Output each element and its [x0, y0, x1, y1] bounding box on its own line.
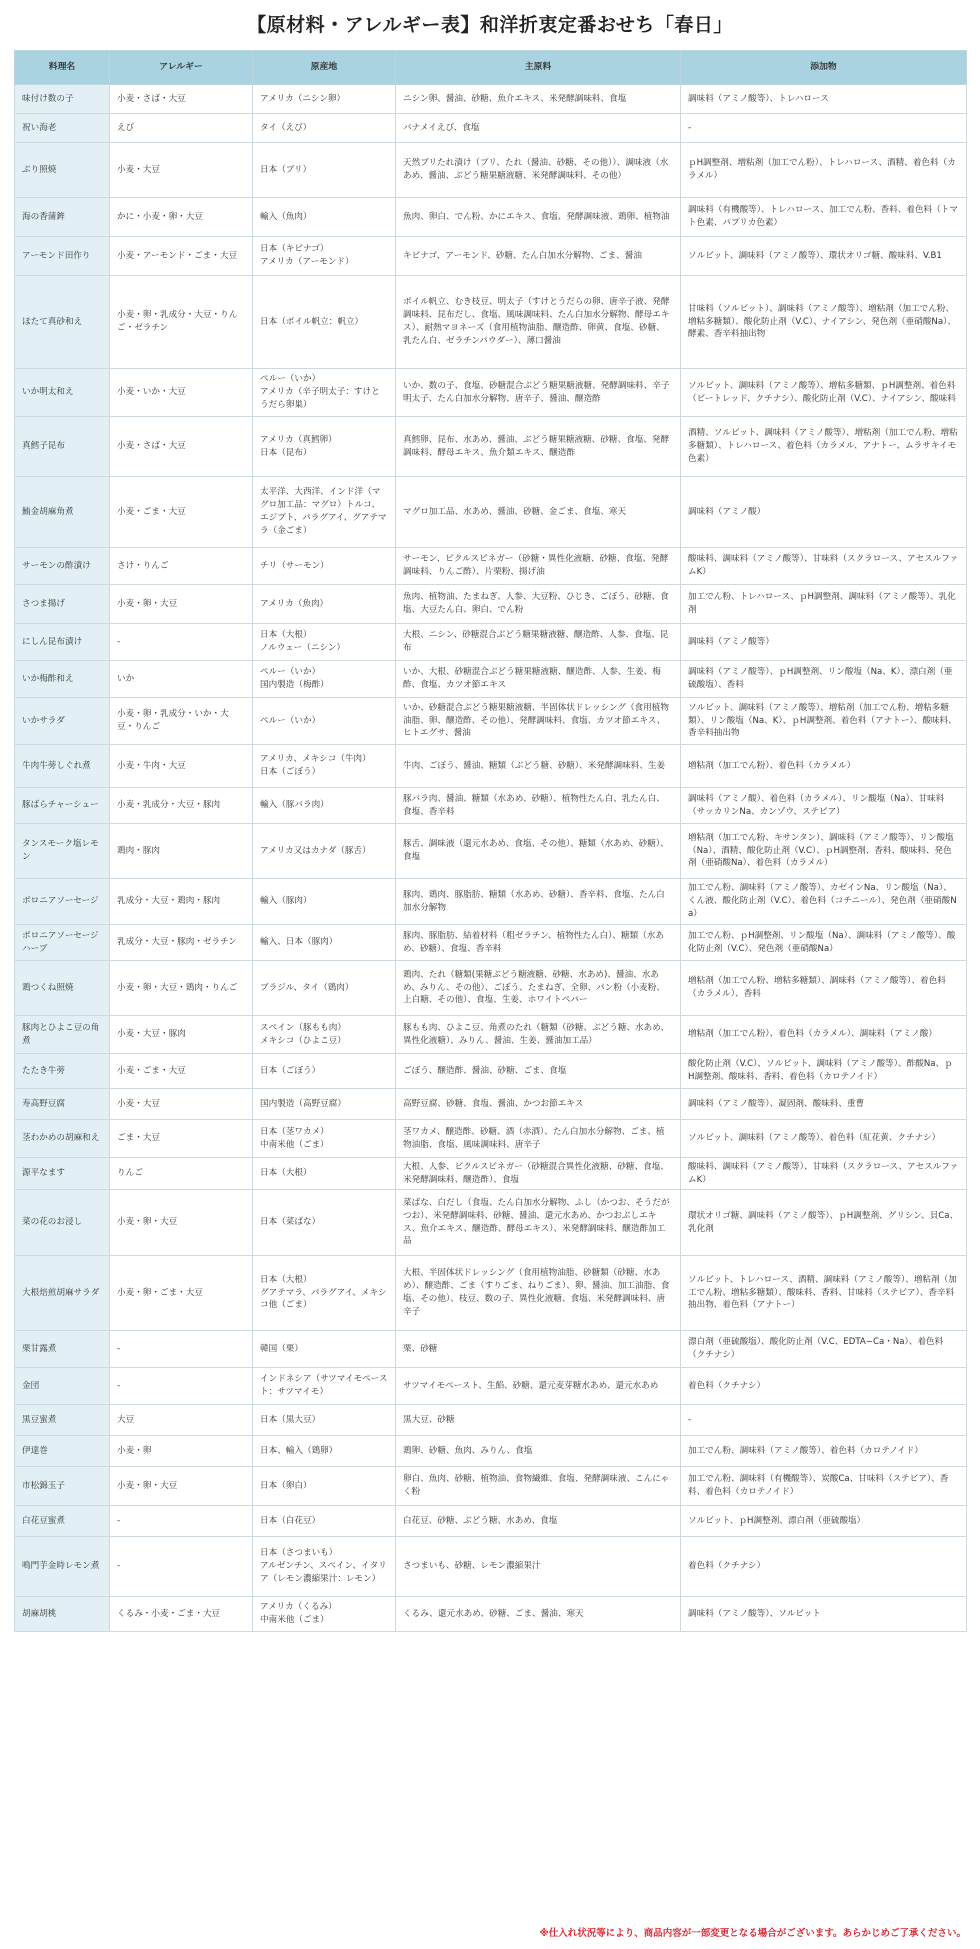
additives-cell: ソルビット、調味料（アミノ酸等）、増粘剤（加工でん粉、増粘多糖類）、リン酸塩（Na、K）、ｐH調整剤、着色料（アナトー）、酸味料、香辛料抽出物: [681, 698, 967, 745]
dish-name-cell: 栗甘露煮: [15, 1331, 110, 1368]
origin-cell: チリ（サーモン）: [253, 548, 396, 585]
additives-cell: 酸味料、調味料（アミノ酸等）、甘味料（スクラロース、アセスルファムK）: [681, 548, 967, 585]
additives-cell: 調味料（アミノ酸）、着色料（カラメル）、リン酸塩（Na）、甘味料（サッカリンNa、カンゾウ、ステビア）: [681, 788, 967, 824]
dish-name-cell: たたき牛蒡: [15, 1054, 110, 1089]
main-ingredients-cell: いか、砂糖混合ぶどう糖果糖液糖、半固体状ドレッシング（食用植物油脂、卵、醸造酢、その他）、発酵調味料、食塩、カツオ節エキス、ヒトエグサ、醤油: [396, 698, 681, 745]
table-row: [15, 879, 967, 925]
additives-cell: 調味料（アミノ酸等）、ｐH調整剤、リン酸塩（Na、K）、漂白剤（亜硫酸塩）、香料: [681, 661, 967, 698]
allergens-cell: 乳成分・大豆・鶏肉・豚肉: [110, 879, 253, 925]
table-row: [15, 788, 967, 824]
table-row: [15, 548, 967, 585]
main-ingredients-cell: 豚舌、調味液（還元水あめ、食塩、その他）、糖類（水あめ、砂糖）、食塩: [396, 824, 681, 879]
main-ingredients-cell: ニシン卵、醤油、砂糖、魚介エキス、米発酵調味料、食塩: [396, 85, 681, 114]
allergens-cell: 小麦・牛肉・大豆: [110, 745, 253, 788]
origin-cell: アメリカ又はカナダ（豚舌）: [253, 824, 396, 879]
allergens-cell: 小麦・卵: [110, 1436, 253, 1467]
table-row: [15, 1405, 967, 1436]
allergens-cell: 小麦・アーモンド・ごま・大豆: [110, 237, 253, 276]
main-ingredients-cell: 豚肉、鶏肉、豚脂肪、糖類（水あめ、砂糖）、香辛料、食塩、たん白加水分解物: [396, 879, 681, 925]
main-ingredients-cell: 鶏卵、砂糖、魚肉、みりん、食塩: [396, 1436, 681, 1467]
header-allergens: アレルギー: [110, 51, 253, 85]
additives-cell: ソルビット、ｐH調整剤、漂白剤（亜硫酸塩）: [681, 1506, 967, 1537]
allergens-cell: 小麦・ごま・大豆: [110, 1054, 253, 1089]
main-ingredients-cell: 魚肉、卵白、でん粉、かにエキス、食塩、発酵調味液、鶏卵、植物油: [396, 198, 681, 237]
additives-cell: 加工でん粉、ｐH調整剤、リン酸塩（Na）、調味料（アミノ酸等）、酸化防止剤（V.C）、発色剤（亜硝酸Na）: [681, 925, 967, 961]
dish-name-cell: いか梅酢和え: [15, 661, 110, 698]
dish-name-cell: ほたて真砂和え: [15, 276, 110, 369]
allergens-cell: 乳成分・大豆・豚肉・ゼラチン: [110, 925, 253, 961]
table-row: [15, 698, 967, 745]
additives-cell: 調味料（アミノ酸等）、ソルビット: [681, 1597, 967, 1632]
allergens-cell: 鶏肉・豚肉: [110, 824, 253, 879]
main-ingredients-cell: ボイル帆立、むき枝豆、明太子（すけとうだらの卵、唐辛子液、発酵調味料、昆布だし、食塩、風味調味料、たん白加水分解物、酵母エキス）、耐熱マヨネーズ（食用植物油脂、醸造酢、卵黄、食塩、砂糖、乳たん白、ゼラチンパウダー）、薄口醤油: [396, 276, 681, 369]
dish-name-cell: 菜の花のお浸し: [15, 1190, 110, 1256]
allergens-cell: 小麦・いか・大豆: [110, 369, 253, 417]
main-ingredients-cell: 豚もも肉、ひよこ豆、角煮のたれ（糖類（砂糖、ぶどう糖、水あめ、異性化液糖）、みりん、醤油、生姜、醤油加工品）: [396, 1016, 681, 1054]
allergens-cell: えび: [110, 114, 253, 143]
table-row: [15, 824, 967, 879]
origin-cell: 日本（黒大豆）: [253, 1405, 396, 1436]
additives-cell: 加工でん粉、トレハロース、ｐH調整剤、調味料（アミノ酸等）、乳化剤: [681, 585, 967, 624]
dish-name-cell: ボロニアソーセージ: [15, 879, 110, 925]
origin-cell: 日本（ボイル帆立：帆立）: [253, 276, 396, 369]
allergens-cell: 小麦・乳成分・大豆・豚肉: [110, 788, 253, 824]
additives-cell: 着色料（クチナシ）: [681, 1537, 967, 1597]
origin-cell: 太平洋、大西洋、インド洋（マグロ加工品：マグロ）トルコ、エジプト、パラグアイ、グアテマラ（金ごま）: [253, 477, 396, 548]
allergens-cell: -: [110, 1537, 253, 1597]
origin-cell: ペルー（いか） アメリカ（辛子明太子：すけとうだら卵巣）: [253, 369, 396, 417]
origin-cell: アメリカ（魚肉）: [253, 585, 396, 624]
allergens-cell: 小麦・卵・大豆: [110, 1467, 253, 1506]
allergens-cell: いか: [110, 661, 253, 698]
dish-name-cell: 鳴門芋金時レモン煮: [15, 1537, 110, 1597]
main-ingredients-cell: バナメイえび、食塩: [396, 114, 681, 143]
origin-cell: 輸入（魚肉）: [253, 198, 396, 237]
additives-cell: 漂白剤（亜硫酸塩）、酸化防止剤（V.C、EDTA−Ca・Na）、着色料（クチナシ）: [681, 1331, 967, 1368]
main-ingredients-cell: 茎ワカメ、醸造酢、砂糖、酒（赤酒）、たん白加水分解物、ごま、植物油脂、食塩、風味調味料、唐辛子: [396, 1120, 681, 1158]
additives-cell: 加工でん粉、調味料（アミノ酸等）、カゼインNa、リン酸塩（Na）、くん液、酸化防止剤（V.C）、着色料（コチニール）、発色剤（亜硝酸Na）: [681, 879, 967, 925]
dish-name-cell: 鮪金胡麻角煮: [15, 477, 110, 548]
allergens-cell: 小麦・卵・乳成分・いか・大豆・りんご: [110, 698, 253, 745]
allergens-cell: 小麦・ごま・大豆: [110, 477, 253, 548]
allergens-cell: 小麦・大豆: [110, 143, 253, 198]
dish-name-cell: 寿高野豆腐: [15, 1089, 110, 1120]
ingredients-allergy-table: [14, 50, 967, 1632]
table-row: [15, 661, 967, 698]
allergens-cell: 小麦・さば・大豆: [110, 417, 253, 477]
additives-cell: 調味料（アミノ酸等）、トレハロース: [681, 85, 967, 114]
dish-name-cell: 黒豆蜜煮: [15, 1405, 110, 1436]
allergens-cell: -: [110, 624, 253, 661]
header-origin: 原産地: [253, 51, 396, 85]
origin-cell: インドネシア（サツマイモペースト：サツマイモ）: [253, 1368, 396, 1405]
additives-cell: 調味料（アミノ酸等）: [681, 624, 967, 661]
main-ingredients-cell: いか、数の子、食塩、砂糖混合ぶどう糖果糖液糖、発酵調味料、辛子明太子、たん白加水分解物、唐辛子、醤油、醸造酢: [396, 369, 681, 417]
dish-name-cell: にしん昆布漬け: [15, 624, 110, 661]
table-row: [15, 1120, 967, 1158]
additives-cell: 加工でん粉、調味料（アミノ酸等）、着色料（カロテノイド）: [681, 1436, 967, 1467]
main-ingredients-cell: 真鱈卵、昆布、水あめ、醤油、ぶどう糖果糖液糖、砂糖、食塩、発酵調味料、酵母エキス、魚介類エキス、醸造酢: [396, 417, 681, 477]
table-row: [15, 143, 967, 198]
table-body: [15, 85, 967, 1632]
dish-name-cell: いか明太和え: [15, 369, 110, 417]
table-row: [15, 276, 967, 369]
main-ingredients-cell: いか、大根、砂糖混合ぶどう糖果糖液糖、醸造酢、人参、生姜、梅酢、食塩、カツオ節エキス: [396, 661, 681, 698]
origin-cell: 日本（キビナゴ） アメリカ（アーモンド）: [253, 237, 396, 276]
dish-name-cell: 牛肉牛蒡しぐれ煮: [15, 745, 110, 788]
dish-name-cell: 海の香蒲鉾: [15, 198, 110, 237]
allergens-cell: 小麦・卵・大豆: [110, 1190, 253, 1256]
table-row: [15, 1467, 967, 1506]
allergens-cell: 小麦・大豆: [110, 1089, 253, 1120]
allergens-cell: -: [110, 1368, 253, 1405]
origin-cell: スペイン（豚もも肉） メキシコ（ひよこ豆）: [253, 1016, 396, 1054]
main-ingredients-cell: マグロ加工品、水あめ、醤油、砂糖、金ごま、食塩、寒天: [396, 477, 681, 548]
main-ingredients-cell: 大根、ニシン、砂糖混合ぶどう糖果糖液糖、醸造酢、人参、食塩、昆布: [396, 624, 681, 661]
main-ingredients-cell: キビナゴ、アーモンド、砂糖、たん白加水分解物、ごま、醤油: [396, 237, 681, 276]
allergens-cell: ごま・大豆: [110, 1120, 253, 1158]
main-ingredients-cell: 大根、人参、ピクルスビネガー（砂糖混合異性化液糖、砂糖、食塩、米発酵調味料、醸造酢）、食塩: [396, 1158, 681, 1190]
table-row: [15, 114, 967, 143]
table-row: [15, 961, 967, 1016]
origin-cell: 輸入（豚肉）: [253, 879, 396, 925]
main-ingredients-cell: 白花豆、砂糖、ぶどう糖、水あめ、食塩: [396, 1506, 681, 1537]
table-row: [15, 477, 967, 548]
additives-cell: 増粘剤（加工でん粉）、着色料（カラメル）、調味料（アミノ酸）: [681, 1016, 967, 1054]
additives-cell: ソルビット、トレハロース、酒精、調味料（アミノ酸等）、増粘剤（加工でん粉、増粘多糖類）、酸味料、香料、甘味料（ステビア）、香辛料抽出物、着色料（アナトー）: [681, 1256, 967, 1331]
table-row: [15, 1368, 967, 1405]
allergens-cell: 小麦・卵・大豆・鶏肉・りんご: [110, 961, 253, 1016]
main-ingredients-cell: 大根、半固体状ドレッシング（食用植物油脂、砂糖類（砂糖、水あめ）、醸造酢、ごま（すりごま、ねりごま）、卵、醤油、加工油脂、食塩、その他）、枝豆、数の子、異性化液糖、食塩、米発酵調味料、唐辛子: [396, 1256, 681, 1331]
table-row: [15, 1256, 967, 1331]
additives-cell: -: [681, 114, 967, 143]
additives-cell: 着色料（クチナシ）: [681, 1368, 967, 1405]
additives-cell: 甘味料（ソルビット）、調味料（アミノ酸等）、増粘剤（加工でん粉、増粘多糖類）、酸化防止剤（V.C）、ナイアシン、発色剤（亜硝酸Na）、酵素、香辛料抽出物: [681, 276, 967, 369]
additives-cell: 酒精、ソルビット、調味料（アミノ酸等）、増粘剤（加工でん粉、増粘多糖類）、トレハロース、着色料（カラメル、アナトー、ムラサキイモ色素）: [681, 417, 967, 477]
origin-cell: タイ（えび）: [253, 114, 396, 143]
origin-cell: 日本（卵白）: [253, 1467, 396, 1506]
main-ingredients-cell: サーモン、ピクルスビネガー（砂糖・異性化液糖、砂糖、食塩、発酵調味料、りんご酢）、片栗粉、揚げ油: [396, 548, 681, 585]
allergens-cell: 小麦・大豆・豚肉: [110, 1016, 253, 1054]
main-ingredients-cell: 栗、砂糖: [396, 1331, 681, 1368]
additives-cell: 増粘剤（加工でん粉、増粘多糖類）、調味料（アミノ酸等）、着色料（カラメル）、香料: [681, 961, 967, 1016]
origin-cell: 日本（白花豆）: [253, 1506, 396, 1537]
dish-name-cell: 白花豆蜜煮: [15, 1506, 110, 1537]
origin-cell: 日本（大根）: [253, 1158, 396, 1190]
additives-cell: 増粘剤（加工でん粉）、着色料（カラメル）: [681, 745, 967, 788]
table-row: [15, 1331, 967, 1368]
additives-cell: 酸化防止剤（V.C）、ソルビット、調味料（アミノ酸等）、酢酸Na、ｐH調整剤、酸味料、香料、着色料（カロテノイド）: [681, 1054, 967, 1089]
dish-name-cell: タンスモーク塩レモン: [15, 824, 110, 879]
allergens-cell: 大豆: [110, 1405, 253, 1436]
table-header-row: [15, 51, 967, 85]
allergens-cell: 小麦・卵・ごま・大豆: [110, 1256, 253, 1331]
table-row: [15, 624, 967, 661]
dish-name-cell: 真鱈子昆布: [15, 417, 110, 477]
origin-cell: ブラジル、タイ（鶏肉）: [253, 961, 396, 1016]
dish-name-cell: 伊達巻: [15, 1436, 110, 1467]
main-ingredients-cell: 豚肉、豚脂肪、結着材料（粗ゼラチン、植物性たん白）、糖類（水あめ、砂糖）、食塩、香辛料: [396, 925, 681, 961]
origin-cell: 日本（ごぼう）: [253, 1054, 396, 1089]
allergens-cell: -: [110, 1506, 253, 1537]
dish-name-cell: 大根焙煎胡麻サラダ: [15, 1256, 110, 1331]
allergens-cell: さけ・りんご: [110, 548, 253, 585]
origin-cell: 輸入（豚バラ肉）: [253, 788, 396, 824]
table-row: [15, 925, 967, 961]
main-ingredients-cell: 菜ばな、白だし（食塩、たん白加水分解物、ふし（かつお、そうだがつお）、米発酵調味料、砂糖、醤油、還元水あめ、かつおぶしエキス、魚介エキス、醸造酢、酵母エキス）、米発酵調味料、醸造酢加工品: [396, 1190, 681, 1256]
dish-name-cell: 鶏つくね照焼: [15, 961, 110, 1016]
dish-name-cell: アーモンド田作り: [15, 237, 110, 276]
allergens-cell: かに・小麦・卵・大豆: [110, 198, 253, 237]
table-row: [15, 198, 967, 237]
main-ingredients-cell: 魚肉、植物油、たまねぎ、人参、大豆粉、ひじき、ごぼう、砂糖、食塩、大豆たん白、卵白、でん粉: [396, 585, 681, 624]
allergens-cell: 小麦・卵・乳成分・大豆・りんご・ゼラチン: [110, 276, 253, 369]
additives-cell: 調味料（アミノ酸等）、凝固剤、酸味料、重曹: [681, 1089, 967, 1120]
additives-cell: 調味料（アミノ酸）: [681, 477, 967, 548]
allergens-cell: -: [110, 1331, 253, 1368]
dish-name-cell: ぶり照焼: [15, 143, 110, 198]
allergens-cell: 小麦・卵・大豆: [110, 585, 253, 624]
origin-cell: 日本（ブリ）: [253, 143, 396, 198]
allergens-cell: 小麦・さば・大豆: [110, 85, 253, 114]
additives-cell: 調味料（有機酸等）、トレハロース、加工でん粉、香料、着色料（トマト色素、パプリカ色素）: [681, 198, 967, 237]
dish-name-cell: ボロニアソーセージハーブ: [15, 925, 110, 961]
dish-name-cell: 金団: [15, 1368, 110, 1405]
dish-name-cell: 胡麻胡桃: [15, 1597, 110, 1632]
dish-name-cell: さつま揚げ: [15, 585, 110, 624]
footnote: ※仕入れ状況等により、商品内容が一部変更となる場合がございます。あらかじめご了承ください。: [539, 1928, 966, 1939]
origin-cell: ペルー（いか）: [253, 698, 396, 745]
origin-cell: アメリカ（ニシン卵）: [253, 85, 396, 114]
main-ingredients-cell: 黒大豆、砂糖: [396, 1405, 681, 1436]
dish-name-cell: 茎わかめの胡麻和え: [15, 1120, 110, 1158]
dish-name-cell: 豚ばらチャーシュー: [15, 788, 110, 824]
origin-cell: 日本（さつまいも） アルゼンチン、スペイン、イタリア（レモン濃縮果汁：レモン）: [253, 1537, 396, 1597]
additives-cell: 加工でん粉、調味料（有機酸等）、炭酸Ca、甘味料（ステビア）、香料、着色料（カロテノイド）: [681, 1467, 967, 1506]
table-row: [15, 1597, 967, 1632]
table-row: [15, 585, 967, 624]
origin-cell: アメリカ、メキシコ（牛肉） 日本（ごぼう）: [253, 745, 396, 788]
table-row: [15, 1158, 967, 1190]
origin-cell: ペルー（いか） 国内製造（梅酢）: [253, 661, 396, 698]
origin-cell: 日本、輸入（鶏卵）: [253, 1436, 396, 1467]
header-main-ingredients: 主原料: [396, 51, 681, 85]
main-ingredients-cell: 牛肉、ごぼう、醤油、糖類（ぶどう糖、砂糖）、米発酵調味料、生姜: [396, 745, 681, 788]
dish-name-cell: サーモンの酢漬け: [15, 548, 110, 585]
header-additives: 添加物: [681, 51, 967, 85]
page-title: 【原材料・アレルギー表】和洋折衷定番おせち「春日」: [247, 14, 733, 36]
main-ingredients-cell: ごぼう、醸造酢、醤油、砂糖、ごま、食塩: [396, 1054, 681, 1089]
origin-cell: 輸入、日本（豚肉）: [253, 925, 396, 961]
additives-cell: ソルビット、調味料（アミノ酸等）、増粘多糖類、ｐH調整剤、着色料（ビートレッド、クチナシ）、酸化防止剤（V.C）、ナイアシン、酸味料: [681, 369, 967, 417]
table-row: [15, 369, 967, 417]
allergens-cell: りんご: [110, 1158, 253, 1190]
main-ingredients-cell: 高野豆腐、砂糖、食塩、醤油、かつお節エキス: [396, 1089, 681, 1120]
table-row: [15, 1054, 967, 1089]
table-row: [15, 1190, 967, 1256]
table-row: [15, 417, 967, 477]
table-row: [15, 1016, 967, 1054]
additives-cell: 酸味料、調味料（アミノ酸等）、甘味料（スクラロース、アセスルファムK）: [681, 1158, 967, 1190]
additives-cell: ソルビット、調味料（アミノ酸等）、着色料（紅花黄、クチナシ）: [681, 1120, 967, 1158]
dish-name-cell: 味付け数の子: [15, 85, 110, 114]
header-dish-name: 料理名: [15, 51, 110, 85]
additives-cell: -: [681, 1405, 967, 1436]
additives-cell: 環状オリゴ糖、調味料（アミノ酸等）、ｐH調整剤、グリシン、貝Ca、乳化剤: [681, 1190, 967, 1256]
origin-cell: 国内製造（高野豆腐）: [253, 1089, 396, 1120]
origin-cell: 日本（茎ワカメ） 中南米他（ごま）: [253, 1120, 396, 1158]
table-row: [15, 1506, 967, 1537]
origin-cell: 日本（大根） グアテマラ、パラグアイ、メキシコ他（ごま）: [253, 1256, 396, 1331]
main-ingredients-cell: 天然ブリたれ漬け（ブリ、たれ（醤油、砂糖、その他））、調味液（水あめ、醤油、ぶどう糖果糖液糖、米発酵調味料、その他）: [396, 143, 681, 198]
dish-name-cell: いかサラダ: [15, 698, 110, 745]
origin-cell: アメリカ（くるみ） 中南米他（ごま）: [253, 1597, 396, 1632]
table-row: [15, 1436, 967, 1467]
table-row: [15, 1089, 967, 1120]
additives-cell: ソルビット、調味料（アミノ酸等）、環状オリゴ糖、酸味料、V.B1: [681, 237, 967, 276]
dish-name-cell: 市松錦玉子: [15, 1467, 110, 1506]
additives-cell: ｐH調整剤、増粘剤（加工でん粉）、トレハロース、酒精、着色料（カラメル）: [681, 143, 967, 198]
dish-name-cell: 源平なます: [15, 1158, 110, 1190]
main-ingredients-cell: 鶏肉、たれ（糖類(果糖ぶどう糖液糖、砂糖、水あめ)、醤油、水あめ、みりん、その他）、ごぼう、たまねぎ、全卵、パン粉（小麦粉、上白糖、その他）、食塩、生姜、ホワイトペパー: [396, 961, 681, 1016]
origin-cell: 韓国（栗）: [253, 1331, 396, 1368]
dish-name-cell: 豚肉とひよこ豆の角煮: [15, 1016, 110, 1054]
origin-cell: 日本（大根） ノルウェー（ニシン）: [253, 624, 396, 661]
table-row: [15, 1537, 967, 1597]
main-ingredients-cell: 豚バラ肉、醤油、糖類（水あめ、砂糖）、植物性たん白、乳たん白、食塩、香辛料: [396, 788, 681, 824]
main-ingredients-cell: くるみ、還元水あめ、砂糖、ごま、醤油、寒天: [396, 1597, 681, 1632]
additives-cell: 増粘剤（加工でん粉、キサンタン）、調味料（アミノ酸等）、リン酸塩（Na）、酒精、酸化防止剤（V.C）、ｐH調整剤、香料、酸味料、発色剤（亜硝酸Na）、着色料（カラメル）: [681, 824, 967, 879]
main-ingredients-cell: 卵白、魚肉、砂糖、植物油、食物繊維、食塩、発酵調味液、こんにゃく粉: [396, 1467, 681, 1506]
main-ingredients-cell: サツマイモペースト、生餡、砂糖、還元麦芽糖水あめ、還元水あめ: [396, 1368, 681, 1405]
main-ingredients-cell: さつまいも、砂糖、レモン濃縮果汁: [396, 1537, 681, 1597]
table-row: [15, 745, 967, 788]
origin-cell: 日本（菜ばな）: [253, 1190, 396, 1256]
table-row: [15, 237, 967, 276]
origin-cell: アメリカ（真鱈卵） 日本（昆布）: [253, 417, 396, 477]
table-row: [15, 85, 967, 114]
dish-name-cell: 祝い海老: [15, 114, 110, 143]
allergens-cell: くるみ・小麦・ごま・大豆: [110, 1597, 253, 1632]
